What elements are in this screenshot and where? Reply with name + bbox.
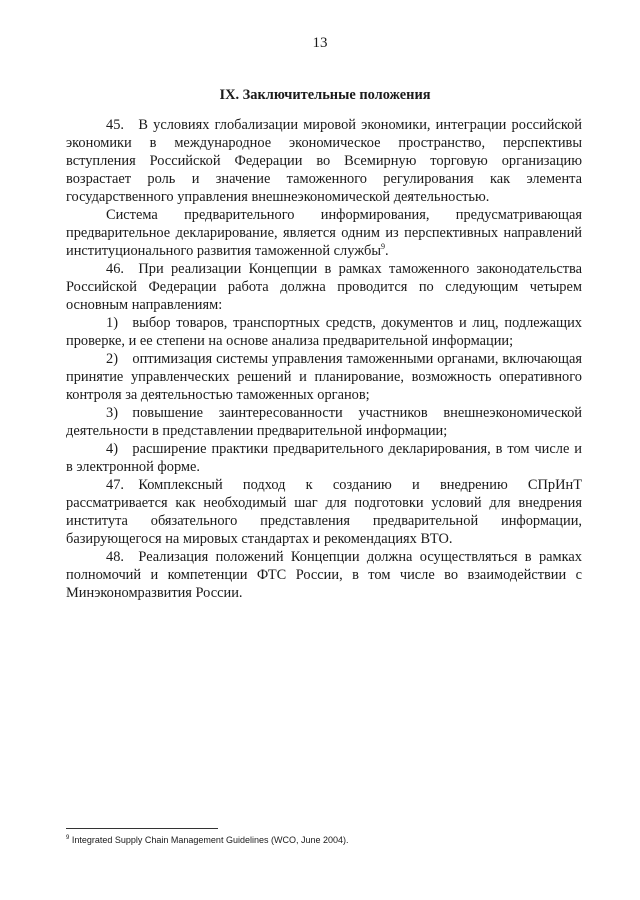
footnote-marker: 9 [66,835,70,841]
list-item-4: 4) расширение практики предварительного декларирования, в том числе и в электронной форме. [66,441,582,475]
footnote-text: Integrated Supply Chain Management Guidelines (WCO, June 2004). [69,835,349,845]
page-number: 13 [312,35,328,51]
section-title: IX. Заключительные положения [219,87,431,103]
paragraph-text: Система предварительного информирования, предусматривающая предварительное декларирование, является одним из перспективных направлений институционального развития таможенной службы [66,207,582,259]
paragraph-pre-information [66,206,582,260]
list-item-1: 1) выбор товаров, транспортных средств, документов и лиц, подлежащих проверке, и ее степени на основе анализа предварительной информации; [66,315,582,349]
footnote-divider [66,828,218,829]
paragraph-48: 48. Реализация положений Концепции должна осуществляться в рамках полномочий и компетенции ФТС России, в том числе во взаимодействии с Минэкономразвития России. [66,549,582,601]
body-text [66,116,582,602]
paragraph-tail: . [384,243,389,259]
list-item-2: 2) оптимизация системы управления таможенными органами, включающая принятие управленческих решений и планирование, возможность оперативного контроля за деятельностью таможенных органов; [66,351,582,403]
footnote [66,834,582,846]
paragraph-46: 46. При реализации Концепции в рамках таможенного законодательства Российской Федерации работа должна проводится по следующим четырем основным направлениям: [66,261,582,313]
paragraph-47: 47. Комплексный подход к созданию и внедрению СПрИнТ рассматривается как необходимый шаг для подготовки условий для внедрения института обязательного представления предварительной информации, базирующегося на мировых стандартах и рекомендациях ВТО. [66,477,582,547]
paragraph-45: 45. В условиях глобализации мировой экономики, интеграции российской экономики в международное экономическое пространство, перспективы вступления Российской Федерации во Всемирную торговую организацию возрастает роль и значение таможенного регулирования как элемента государственного управления внешнеэкономической деятельностью. [66,117,582,205]
list-item-3: 3) повышение заинтересованности участников внешнеэкономической деятельности в представлении предварительной информации; [66,405,582,439]
footnote-ref: 9 [380,242,385,252]
